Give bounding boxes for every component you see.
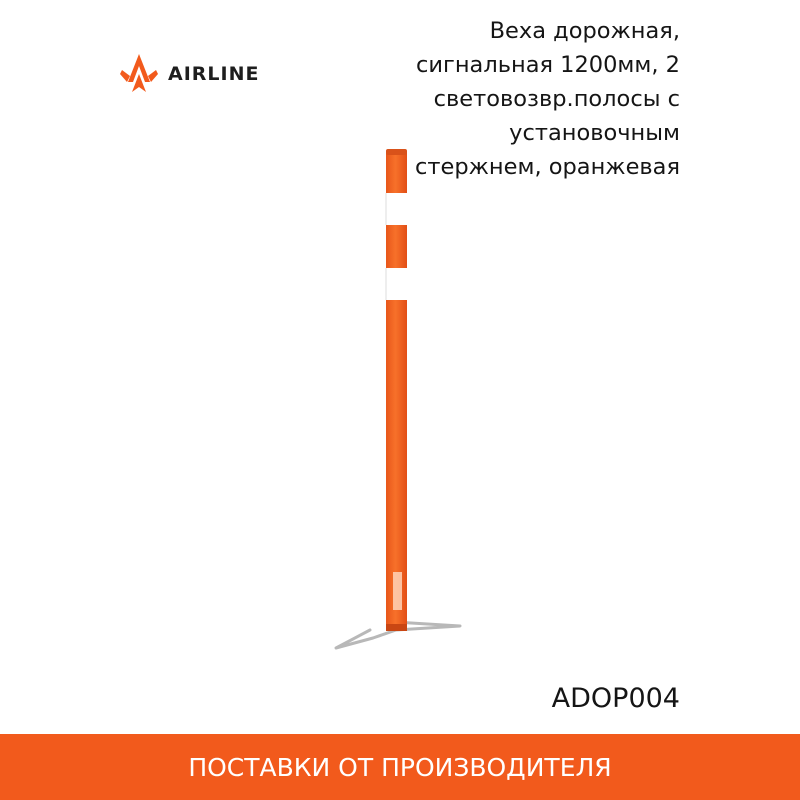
product-sku: ADOP004 bbox=[551, 683, 680, 714]
supplier-banner bbox=[0, 734, 800, 800]
supplier-banner-text: ПОСТАВКИ ОТ ПРОИЗВОДИТЕЛЯ bbox=[188, 752, 612, 782]
product-title-line: стержнем, оранжевая bbox=[415, 154, 680, 180]
product-title-line: световозвр.полосы с bbox=[433, 86, 680, 112]
product-title-line: установочным bbox=[509, 120, 680, 146]
pole-label bbox=[393, 572, 402, 610]
product-title-line: Веха дорожная, bbox=[489, 18, 680, 44]
pole-cap bbox=[386, 149, 407, 155]
brand-name: AIRLINE bbox=[168, 63, 260, 85]
product-title-line: сигнальная 1200мм, 2 bbox=[416, 52, 680, 78]
reflective-stripe bbox=[386, 193, 407, 225]
reflective-stripe bbox=[386, 268, 407, 300]
